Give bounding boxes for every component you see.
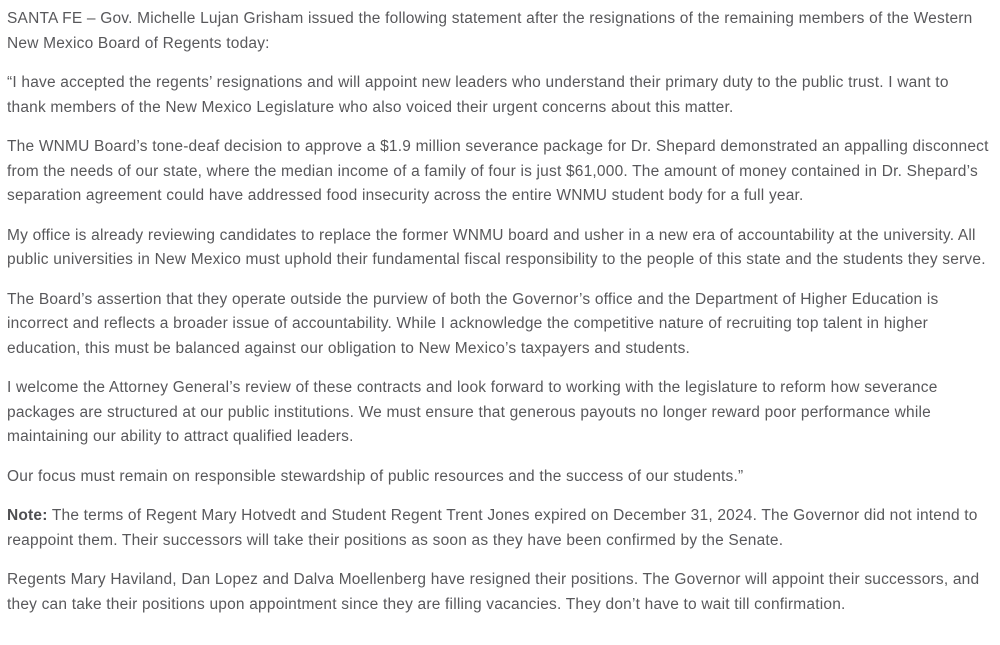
paragraph-board-assertion: The Board’s assertion that they operate outside the purview of both the Governor’s office and the Department of Higher Education is incorrect and reflects a broader issue of accountability. While I acknowledge the competitive nature of recruiting top talent in higher education, this must be balanced against our obligation to New Mexico’s taxpayers and students. [7, 290, 939, 357]
note-label: Note: [7, 507, 48, 524]
paragraph-statement-opening: “I have accepted the regents’ resignations and will appoint new leaders who understand their primary duty to the public trust. I want to thank members of the New Mexico Legislature who also voiced their urgent concerns about this matter. [7, 74, 949, 116]
paragraph-severance-criticism: The WNMU Board’s tone-deaf decision to approve a $1.9 million severance package for Dr. Shepard demonstrated an appalling disconnect from the needs of our state, where the median income of a family of four is just $61,000. The amount of money contained in Dr. Shepard’s separation agreement could have addressed food insecurity across the entire WNMU student body for a full year. [7, 138, 989, 204]
note-text: The terms of Regent Mary Hotvedt and Student Regent Trent Jones expired on December 31, 2024. The Governor did not intend to reappoint them. Their successors will take their positions as soon as they have been confirmed by the Senate. [7, 507, 978, 549]
paragraph-note [7, 504, 992, 553]
paragraph-closing-quote: Our focus must remain on responsible stewardship of public resources and the success of our students.” [7, 467, 744, 485]
paragraph-candidate-review: My office is already reviewing candidates to replace the former WNMU board and usher in a new era of accountability at the university. All public universities in New Mexico must uphold their fundamental fiscal responsibility to the people of this state and the students they serve. [7, 226, 986, 268]
paragraph-resigned-regents: Regents Mary Haviland, Dan Lopez and Dalva Moellenberg have resigned their positions. The Governor will appoint their successors, and they can take their positions upon appointment since they are filling vacancies. They don’t have to wait till confirmation. [7, 571, 980, 613]
paragraph-dateline: SANTA FE – Gov. Michelle Lujan Grisham issued the following statement after the resignations of the remaining members of the Western New Mexico Board of Regents today: [7, 10, 973, 52]
paragraph-attorney-general: I welcome the Attorney General’s review of these contracts and look forward to working with the legislature to reform how severance packages are structured at our public institutions. We must ensure that generous payouts no longer reward poor performance while maintaining our ability to attract qualified leaders. [7, 379, 938, 445]
